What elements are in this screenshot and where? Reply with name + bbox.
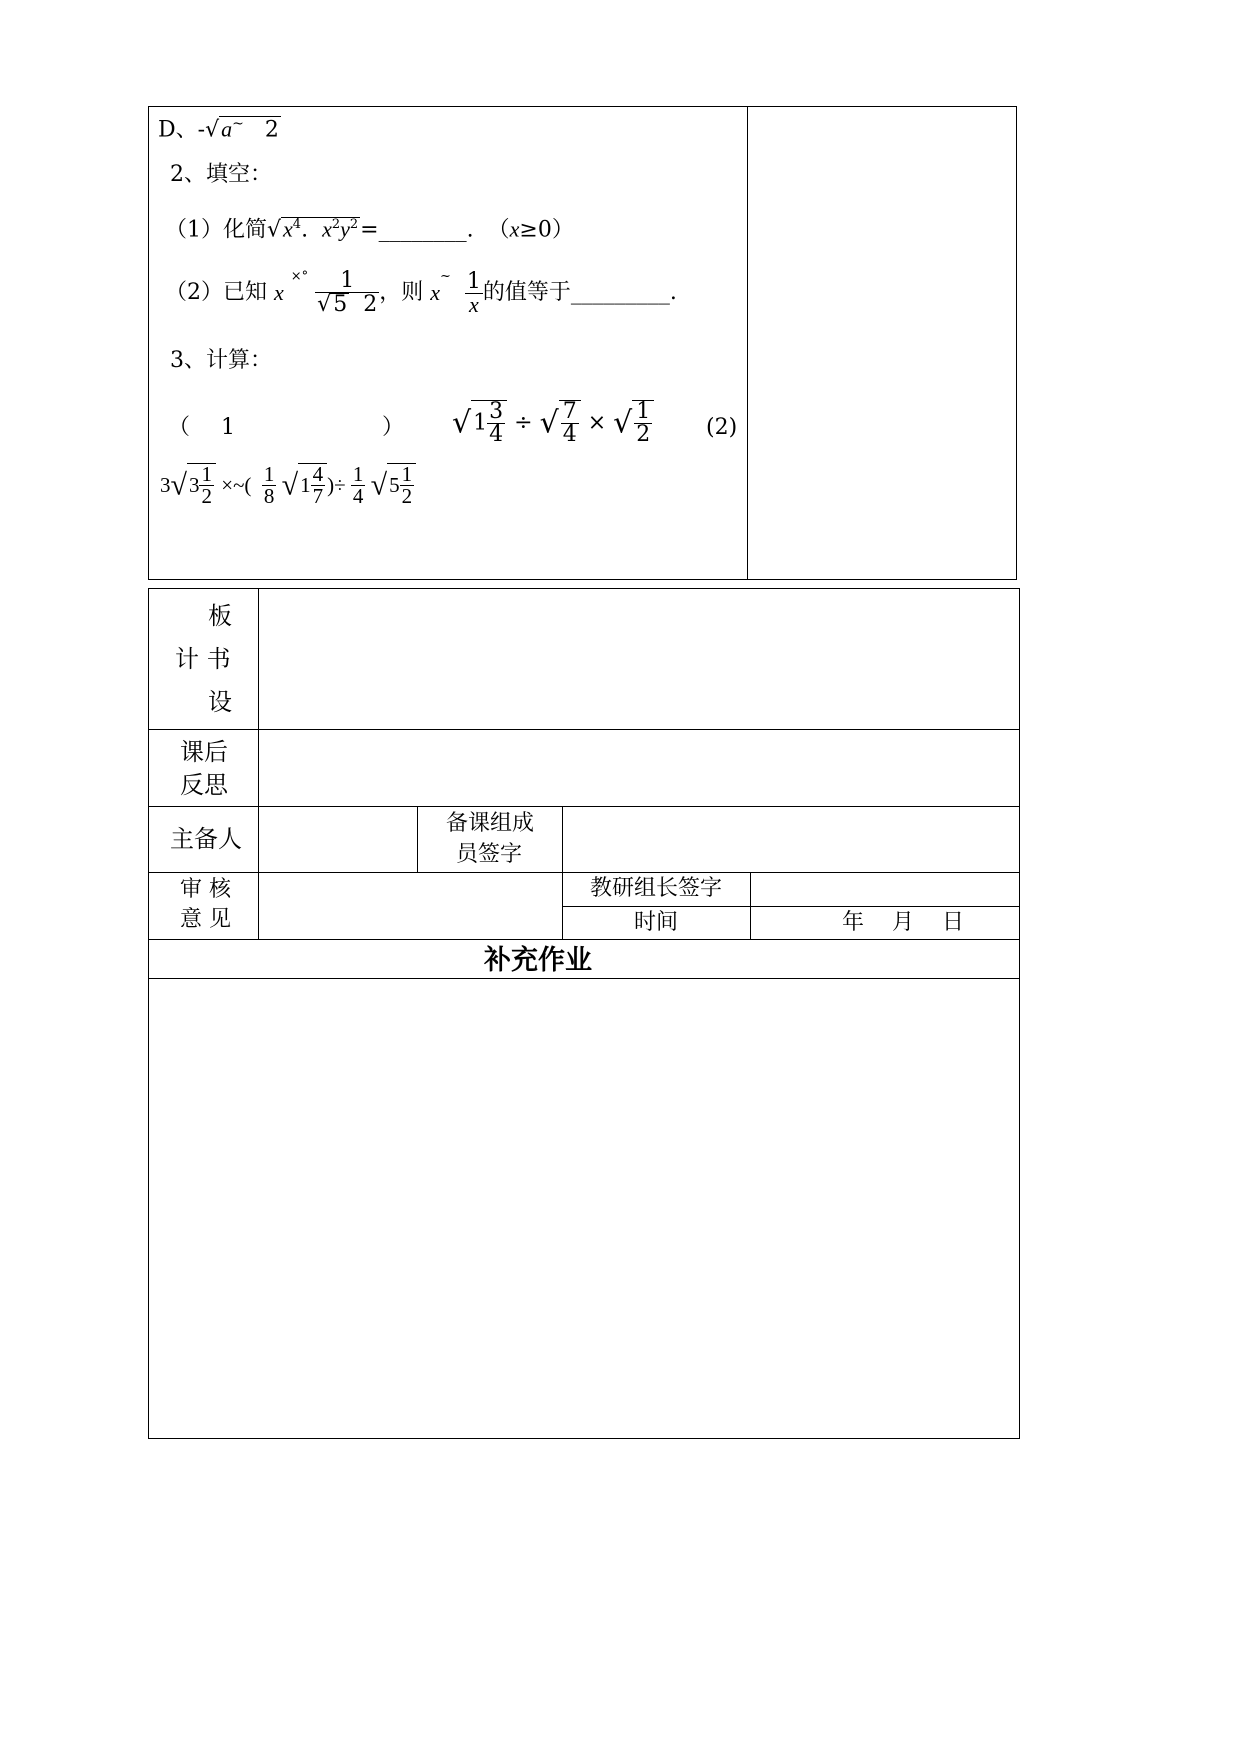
- row-rule-2: [148, 806, 1020, 807]
- homework-title: 补充作业: [484, 945, 592, 976]
- group-sign-divider: [562, 806, 563, 939]
- top-section-divider: [747, 106, 748, 580]
- question-2-heading: 2、填空：: [170, 162, 272, 187]
- board-design-line-3: 设: [208, 688, 232, 716]
- reflection-line-2: 反思: [180, 771, 228, 799]
- review-line-2: 意 见: [180, 907, 231, 932]
- question-3-item-2-label: (2): [706, 415, 738, 440]
- question-3-item-1-number: 1: [221, 415, 235, 440]
- row-rule-3: [148, 872, 1020, 873]
- question-2-item-1: （1）化简$√x^4$. $x^2y^2=\_\_\_\_\_\_\_\_$. （x≥0）: [165, 216, 574, 243]
- group-sign-line-2: 员签字: [456, 842, 523, 867]
- question-3-heading: 3、计算：: [170, 348, 272, 373]
- time-label: 时间: [634, 910, 679, 935]
- preparer-label: 主备人: [170, 825, 242, 853]
- review-line-1: 审 核: [180, 877, 231, 902]
- reflection-line-1: 课后: [180, 738, 228, 766]
- bottom-table-box: [148, 588, 1020, 1439]
- board-design-line-1: 板: [208, 602, 232, 630]
- question-3-item-1-open: （: [168, 415, 191, 440]
- option-d: D、-√a~ 2: [158, 116, 279, 143]
- leader-time-rule: [562, 906, 1020, 907]
- group-sign-line-1: 备课组成: [446, 811, 535, 836]
- preparer-value-divider: [417, 806, 418, 872]
- date-value: 年 月 日: [842, 910, 964, 935]
- expression-1: √1 $\frac{3}{4}$ ÷ √ $\frac{7}{4}$ × √ $\frac{1}{2}$: [452, 400, 654, 446]
- top-section-box: [148, 106, 1017, 580]
- fraction-1-over-x: $\frac{1}{x}$: [466, 268, 481, 317]
- question-2-item-2: （2）已知 x ×° $\frac{1}{√5 2}$ ，则 x~ $\frac{1}{x}$ 的值等于_________.: [165, 268, 677, 317]
- expression-2: 3√3 $\frac{1}{2}$ ×~( $\frac{1}{8}$ √1 $\frac{4}{7}$ )÷ $\frac{1}{4}$ √5 $\frac{1}{2}$: [160, 463, 416, 507]
- board-design-line-2: 计 书: [175, 645, 231, 673]
- row-rule-4: [148, 939, 1020, 940]
- label-column-divider: [258, 588, 259, 940]
- fraction-1-over-sqrt5-2: $\frac{1}{√5 2}$: [317, 268, 378, 317]
- row-rule-1: [148, 729, 1020, 730]
- question-3-item-1-close: ）: [382, 415, 405, 440]
- leader-sign-label: 教研组长签字: [590, 876, 723, 901]
